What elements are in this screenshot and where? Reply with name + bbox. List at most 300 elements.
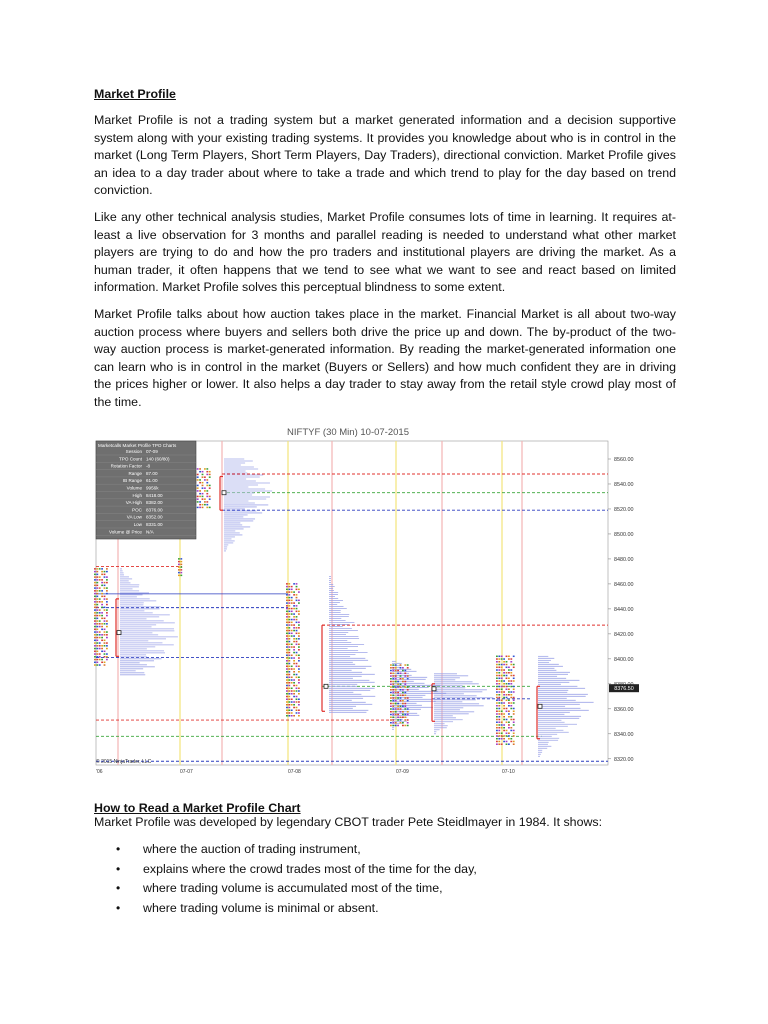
tpo-letter: [101, 618, 103, 620]
tpo-letter: [397, 692, 399, 694]
tpo-letter: [94, 604, 96, 606]
tpo-letter: [513, 721, 515, 723]
tpo-letter: [99, 620, 101, 622]
tpo-letter: [288, 597, 290, 599]
tpo-letter: [291, 613, 293, 615]
tpo-letter: [104, 634, 106, 636]
tpo-letter: [390, 667, 392, 669]
tpo-letter: [99, 576, 101, 578]
tpo-letter: [503, 680, 505, 682]
tpo-letter: [101, 645, 103, 647]
tpo-letter: [392, 675, 394, 677]
tpo-letter: [293, 715, 295, 717]
tpo-letter: [296, 630, 298, 632]
tpo-letter: [390, 678, 392, 680]
tpo-letter: [395, 697, 397, 699]
tpo-letter: [498, 738, 500, 740]
tpo-letter: [296, 619, 298, 621]
tpo-letter: [106, 568, 108, 570]
tpo-letter: [296, 707, 298, 709]
tpo-letter: [293, 646, 295, 648]
tpo-letter: [397, 695, 399, 697]
tpo-letter: [209, 476, 211, 478]
tpo-letter: [513, 724, 515, 726]
tpo-letter: [293, 638, 295, 640]
tpo-letter: [498, 664, 500, 666]
paragraph-2: Like any other technical analysis studies, Market Profile consumes lots of time in learning. It requires at-least a live observation for 3 months and parallel reading is needed to understand what other market players are trying to do and how the pro traders and institutional players are driving the market. As a human trader, it often happens that we tend to see what we want to see and react based on limited information. Market Profile solves this perceptual blindness to some extent.: [94, 209, 676, 295]
tpo-letter: [496, 683, 498, 685]
tpo-letter: [513, 667, 515, 669]
tpo-letter: [501, 667, 503, 669]
tpo-letter: [506, 656, 508, 658]
tpo-letter: [293, 671, 295, 673]
tpo-letter: [503, 702, 505, 704]
tpo-letter: [94, 637, 96, 639]
chart-copyright: © 2015 NinjaTrader, LLC: [96, 759, 152, 765]
tpo-letter: [513, 691, 515, 693]
info-row-label: POC: [132, 507, 142, 513]
tpo-letter: [101, 626, 103, 628]
tpo-letter: [510, 727, 512, 729]
session-info-title: Marketcalls Market Profile TPO Charts: [98, 443, 177, 448]
tpo-letter: [407, 722, 409, 724]
tpo-letter: [392, 695, 394, 697]
tpo-letter: [180, 575, 182, 577]
tpo-letter: [293, 613, 295, 615]
tpo-letter: [510, 683, 512, 685]
tpo-letter: [503, 716, 505, 718]
tpo-letter: [402, 695, 404, 697]
tpo-letter: [400, 675, 402, 677]
list-item: • where the auction of trading instrument,: [116, 840, 676, 860]
tpo-letter: [296, 616, 298, 618]
tpo-letter: [298, 677, 300, 679]
price-tick-label: 8440.00: [614, 606, 634, 613]
tpo-letter: [101, 648, 103, 650]
tpo-letter: [407, 700, 409, 702]
tpo-letter: [94, 623, 96, 625]
tpo-letter: [296, 600, 298, 602]
tpo-letter: [404, 664, 406, 666]
tpo-letter: [400, 689, 402, 691]
intro-paragraph: Market Profile was developed by legendary CBOT trader Pete Steidlmayer in 1984. It shows:: [94, 815, 603, 829]
tpo-letter: [296, 709, 298, 711]
tpo-letter: [288, 707, 290, 709]
tpo-letter: [94, 607, 96, 609]
info-row-label: IB Range: [122, 478, 142, 484]
tpo-letter: [503, 683, 505, 685]
tpo-letter: [513, 732, 515, 734]
tpo-letter: [496, 658, 498, 660]
tpo-letter: [197, 490, 199, 492]
tpo-letter: [407, 686, 409, 688]
tpo-letter: [508, 683, 510, 685]
tpo-letter: [404, 719, 406, 721]
info-row-label: Volume @ Price: [108, 529, 142, 535]
tpo-letter: [199, 496, 201, 498]
tpo-letter: [400, 705, 402, 707]
tpo-letter: [390, 722, 392, 724]
tpo-letter: [104, 618, 106, 620]
tpo-letter: [106, 612, 108, 614]
tpo-letter: [395, 725, 397, 727]
tpo-letter: [104, 631, 106, 633]
tpo-letter: [400, 678, 402, 680]
tpo-letter: [397, 708, 399, 710]
tpo-letter: [178, 575, 180, 577]
tpo-letter: [513, 689, 515, 691]
tpo-letter: [94, 587, 96, 589]
tpo-letter: [288, 638, 290, 640]
tpo-letter: [506, 675, 508, 677]
tpo-letter: [513, 678, 515, 680]
tpo-letter: [498, 656, 500, 658]
tpo-letter: [291, 655, 293, 657]
tpo-letter: [296, 712, 298, 714]
tpo-letter: [392, 670, 394, 672]
tpo-letter: [404, 714, 406, 716]
tpo-letter: [96, 664, 98, 666]
tpo-letter: [197, 476, 199, 478]
tpo-letter: [397, 686, 399, 688]
tpo-letter: [291, 690, 293, 692]
tpo-letter: [513, 735, 515, 737]
tpo-letter: [508, 672, 510, 674]
tpo-letter: [510, 675, 512, 677]
tpo-letter: [510, 680, 512, 682]
tpo-letter: [106, 571, 108, 573]
info-row-value: 8331.00: [146, 522, 163, 527]
tpo-letter: [392, 719, 394, 721]
tpo-letter: [104, 651, 106, 653]
tpo-letter: [178, 558, 180, 560]
tpo-letter: [498, 735, 500, 737]
tpo-letter: [510, 705, 512, 707]
tpo-letter: [513, 656, 515, 658]
tpo-letter: [513, 700, 515, 702]
tpo-letter: [298, 613, 300, 615]
poc-marker: [432, 687, 436, 691]
tpo-letter: [298, 622, 300, 624]
tpo-letter: [206, 474, 208, 476]
tpo-letter: [498, 694, 500, 696]
tpo-letter: [209, 496, 211, 498]
tpo-letter: [503, 669, 505, 671]
tpo-letter: [286, 699, 288, 701]
tpo-letter: [503, 724, 505, 726]
tpo-letter: [296, 605, 298, 607]
tpo-letter: [104, 582, 106, 584]
tpo-letter: [508, 702, 510, 704]
tpo-letter: [390, 716, 392, 718]
info-row-label: Rotation Factor: [110, 463, 142, 469]
tpo-letter: [288, 688, 290, 690]
tpo-letter: [392, 716, 394, 718]
tpo-letter: [286, 635, 288, 637]
tpo-letter: [395, 675, 397, 677]
tpo-letter: [288, 712, 290, 714]
tpo-letter: [293, 608, 295, 610]
tpo-letter: [180, 569, 182, 571]
tpo-letter: [390, 670, 392, 672]
tpo-letter: [404, 681, 406, 683]
tpo-letter: [293, 616, 295, 618]
tpo-letter: [94, 590, 96, 592]
tpo-letter: [291, 712, 293, 714]
tpo-letter: [407, 675, 409, 677]
tpo-letter: [390, 697, 392, 699]
tpo-letter: [288, 594, 290, 596]
tpo-letter: [298, 638, 300, 640]
tpo-letter: [204, 479, 206, 481]
tpo-letter: [392, 697, 394, 699]
tpo-letter: [94, 626, 96, 628]
tpo-letter: [506, 667, 508, 669]
tpo-letter: [96, 609, 98, 611]
tpo-letter: [496, 675, 498, 677]
tpo-letter: [501, 702, 503, 704]
tpo-letter: [496, 656, 498, 658]
tpo-letter: [407, 664, 409, 666]
tpo-letter: [298, 589, 300, 591]
date-label: 07-08: [288, 769, 301, 775]
tpo-letter: [96, 618, 98, 620]
tpo-letter: [407, 697, 409, 699]
tpo-letter: [496, 738, 498, 740]
tpo-letter: [197, 474, 199, 476]
tpo-letter: [96, 634, 98, 636]
tpo-letter: [288, 644, 290, 646]
tpo-letter: [407, 714, 409, 716]
price-tick-label: 8420.00: [614, 631, 634, 638]
tpo-letter: [206, 468, 208, 470]
info-row-label: VA High: [125, 500, 142, 506]
tpo-letter: [288, 693, 290, 695]
tpo-letter: [501, 735, 503, 737]
tpo-letter: [94, 659, 96, 661]
tpo-letter: [286, 616, 288, 618]
bullet-icon: •: [116, 861, 121, 876]
poc-marker: [538, 704, 542, 708]
tpo-letter: [407, 708, 409, 710]
tpo-letter: [99, 601, 101, 603]
tpo-letter: [199, 490, 201, 492]
tpo-letter: [298, 624, 300, 626]
tpo-letter: [206, 471, 208, 473]
tpo-letter: [288, 616, 290, 618]
tpo-letter: [286, 690, 288, 692]
date-label: '06: [96, 769, 103, 775]
tpo-letter: [286, 613, 288, 615]
tpo-letter: [94, 596, 96, 598]
tpo-letter: [506, 678, 508, 680]
tpo-letter: [395, 714, 397, 716]
tpo-letter: [293, 624, 295, 626]
tpo-letter: [286, 605, 288, 607]
tpo-letter: [503, 713, 505, 715]
tpo-letter: [506, 689, 508, 691]
tpo-letter: [513, 702, 515, 704]
tpo-letter: [96, 648, 98, 650]
tpo-letter: [286, 646, 288, 648]
tpo-letter: [498, 719, 500, 721]
tpo-letter: [298, 699, 300, 701]
tpo-letter: [99, 623, 101, 625]
tpo-letter: [298, 627, 300, 629]
tpo-letter: [395, 703, 397, 705]
tpo-letter: [286, 638, 288, 640]
tpo-letter: [293, 690, 295, 692]
tpo-letter: [298, 591, 300, 593]
tpo-letter: [288, 611, 290, 613]
tpo-letter: [96, 596, 98, 598]
tpo-letter: [99, 612, 101, 614]
tpo-letter: [298, 633, 300, 635]
tpo-letter: [296, 608, 298, 610]
tpo-letter: [106, 587, 108, 589]
tpo-letter: [99, 659, 101, 661]
tpo-letter: [180, 566, 182, 568]
tpo-letter: [296, 583, 298, 585]
tpo-letter: [291, 666, 293, 668]
tpo-letter: [288, 627, 290, 629]
tpo-letter: [288, 602, 290, 604]
tpo-letter: [199, 471, 201, 473]
tpo-letter: [496, 667, 498, 669]
tpo-letter: [390, 692, 392, 694]
tpo-letter: [392, 708, 394, 710]
tpo-letter: [508, 678, 510, 680]
tpo-letter: [407, 711, 409, 713]
tpo-letter: [199, 493, 201, 495]
tpo-letter: [400, 695, 402, 697]
tpo-letter: [204, 476, 206, 478]
tpo-letter: [94, 618, 96, 620]
tpo-letter: [101, 596, 103, 598]
market-profile-chart: [92, 423, 644, 775]
tpo-letter: [94, 579, 96, 581]
tpo-letter: [99, 664, 101, 666]
tpo-letter: [296, 701, 298, 703]
tpo-letter: [202, 474, 204, 476]
date-label: 07-10: [502, 769, 515, 775]
tpo-letter: [496, 705, 498, 707]
tpo-letter: [209, 487, 211, 489]
tpo-letter: [503, 719, 505, 721]
tpo-letter: [501, 743, 503, 745]
tpo-letter: [106, 642, 108, 644]
tpo-letter: [101, 571, 103, 573]
tpo-letter: [202, 482, 204, 484]
poc-marker: [117, 631, 121, 635]
tpo-letter: [101, 568, 103, 570]
info-row-value: 87.00: [146, 470, 158, 476]
tpo-letter: [204, 487, 206, 489]
tpo-letter: [199, 501, 201, 503]
tpo-letter: [202, 498, 204, 500]
tpo-letter: [293, 668, 295, 670]
tpo-letter: [286, 586, 288, 588]
tpo-letter: [397, 714, 399, 716]
tpo-letter: [506, 743, 508, 745]
tpo-letter: [286, 693, 288, 695]
tpo-letter: [104, 629, 106, 631]
tpo-letter: [286, 633, 288, 635]
tpo-letter: [288, 660, 290, 662]
tpo-letter: [397, 697, 399, 699]
tpo-letter: [501, 680, 503, 682]
tpo-letter: [296, 586, 298, 588]
tpo-letter: [498, 743, 500, 745]
tpo-letter: [501, 675, 503, 677]
tpo-letter: [501, 738, 503, 740]
tpo-letter: [501, 721, 503, 723]
tpo-letter: [298, 682, 300, 684]
tpo-letter: [400, 697, 402, 699]
tpo-letter: [288, 682, 290, 684]
tpo-letter: [498, 702, 500, 704]
tpo-letter: [296, 611, 298, 613]
tpo-letter: [402, 725, 404, 727]
tpo-letter: [96, 656, 98, 658]
tpo-letter: [96, 582, 98, 584]
tpo-letter: [104, 653, 106, 655]
tpo-letter: [202, 476, 204, 478]
tpo-letter: [101, 574, 103, 576]
tpo-letter: [508, 689, 510, 691]
tpo-letter: [508, 735, 510, 737]
tpo-letter: [397, 725, 399, 727]
tpo-letter: [296, 597, 298, 599]
tpo-letter: [496, 661, 498, 663]
tpo-letter: [101, 612, 103, 614]
tpo-letter: [501, 689, 503, 691]
tpo-letter: [286, 624, 288, 626]
tpo-letter: [513, 741, 515, 743]
tpo-letter: [510, 697, 512, 699]
tpo-letter: [506, 721, 508, 723]
tpo-letter: [506, 664, 508, 666]
tpo-letter: [286, 655, 288, 657]
tpo-letter: [291, 635, 293, 637]
tpo-letter: [286, 679, 288, 681]
tpo-letter: [288, 668, 290, 670]
tpo-letter: [296, 688, 298, 690]
tpo-letter: [94, 568, 96, 570]
tpo-letter: [503, 741, 505, 743]
tpo-letter: [288, 619, 290, 621]
tpo-letter: [503, 735, 505, 737]
tpo-letter: [296, 633, 298, 635]
tpo-letter: [402, 681, 404, 683]
tpo-letter: [178, 566, 180, 568]
tpo-letter: [291, 597, 293, 599]
tpo-letter: [286, 597, 288, 599]
tpo-letter: [503, 675, 505, 677]
tpo-letter: [104, 620, 106, 622]
tpo-letter: [288, 633, 290, 635]
tpo-letter: [94, 664, 96, 666]
tpo-letter: [288, 613, 290, 615]
tpo-letter: [106, 615, 108, 617]
tpo-letter: [395, 686, 397, 688]
tpo-letter: [293, 693, 295, 695]
tpo-letter: [296, 674, 298, 676]
tpo-letter: [293, 591, 295, 593]
tpo-letter: [94, 651, 96, 653]
tpo-letter: [508, 656, 510, 658]
tpo-letter: [180, 561, 182, 563]
